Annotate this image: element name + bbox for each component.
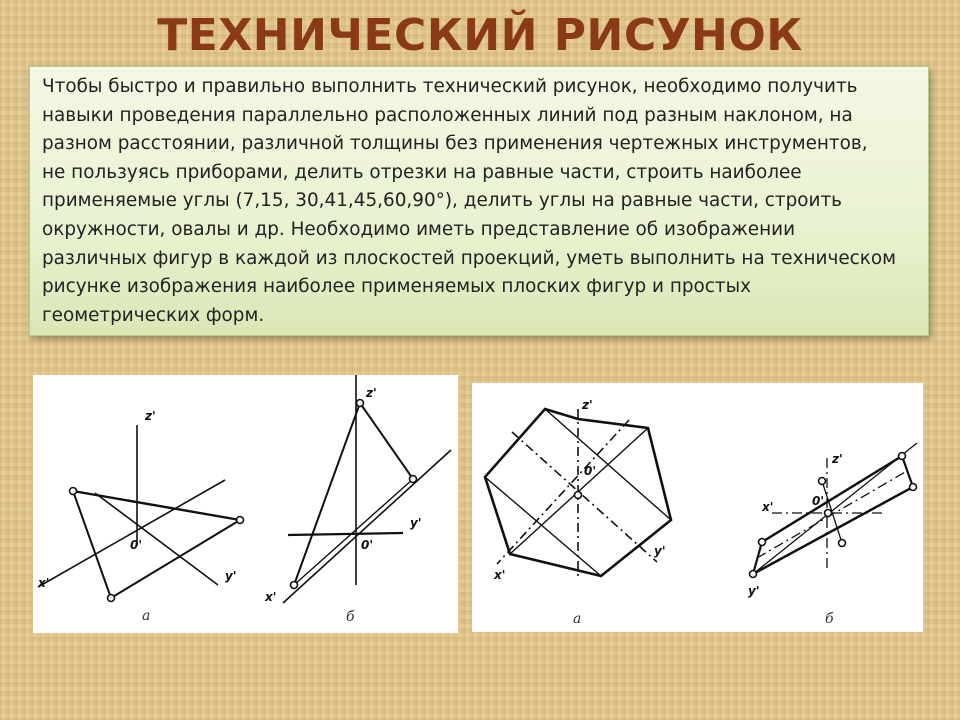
axis-x-line: [283, 450, 451, 603]
label-y: y': [225, 569, 237, 583]
vertex-point: [759, 539, 766, 546]
slide-title: ТЕХНИЧЕСКИЙ РИСУНОК: [157, 10, 803, 61]
vertex-point: [291, 582, 298, 589]
triangle-edge: [73, 491, 240, 520]
paragraph-line: разном расстоянии, различной толщины без применения чертежных инструментов,: [42, 133, 868, 155]
figure-right-panel: [472, 383, 923, 632]
label-y: y': [748, 584, 760, 598]
paragraph-line: окружности, овалы и др. Необходимо иметь представление об изображении: [42, 218, 796, 240]
label-x: x': [38, 576, 50, 590]
label-x: x': [762, 500, 774, 514]
caption-a: а: [573, 611, 582, 627]
paragraph-line: Чтобы быстро и правильно выполнить технический рисунок, необходимо получить: [42, 76, 858, 97]
axis-x-line: [38, 480, 225, 587]
caption-b: б: [825, 611, 834, 627]
center-point: [575, 492, 582, 499]
label-origin: 0': [812, 494, 825, 508]
label-x: x': [265, 590, 277, 604]
paragraph-line: рисунке изображения наиболее применяемых плоских фигур и простых: [42, 276, 752, 298]
vertex-point: [237, 517, 244, 524]
label-z: z': [582, 398, 593, 412]
triangle-edge: [360, 403, 413, 479]
axis-y-line: [512, 432, 657, 562]
paragraph-line: геометрических форм.: [42, 304, 265, 326]
caption-b: б: [346, 609, 355, 625]
figure-left-panel: [33, 375, 458, 633]
axis-y-line: [288, 533, 403, 535]
paragraph-line: навыки проведения параллельно расположенных линий под разным наклоном, на: [42, 104, 853, 126]
caption-a: а: [142, 608, 151, 624]
parallelogram-edge: [762, 456, 902, 542]
vertex-point: [839, 540, 846, 547]
triangle-edge: [111, 520, 240, 598]
vertex-point: [70, 488, 77, 495]
parallelogram-edge: [753, 487, 913, 574]
label-y: y': [654, 544, 666, 558]
triangle-edge: [73, 491, 111, 598]
vertex-point: [357, 400, 364, 407]
vertex-point: [910, 484, 917, 491]
label-z: z': [832, 452, 843, 466]
label-z: z': [145, 409, 156, 423]
center-point: [825, 510, 832, 517]
vertex-point: [410, 476, 417, 483]
paragraph-line: не пользуясь приборами, делить отрезки на равные части, строить наиболее: [42, 161, 802, 183]
label-y: y': [410, 516, 422, 530]
figure-left-drawing: [33, 375, 458, 633]
vertex-point: [899, 453, 906, 460]
vertex-point: [819, 478, 826, 485]
label-z: z': [366, 386, 377, 400]
paragraph-line: применяемые углы (7,15, 30,41,45,60,90°), делить углы на равные части, строить: [42, 190, 843, 212]
vertex-point: [108, 595, 115, 602]
figure-right-drawing: [472, 383, 923, 632]
label-origin: 0': [130, 538, 143, 552]
label-x: x': [494, 568, 506, 582]
description-textbox: [29, 66, 929, 336]
label-origin: 0': [361, 538, 374, 552]
paragraph-line: различных фигур в каждой из плоскостей проекций, уметь выполнить на техническом: [42, 247, 896, 269]
vertex-point: [750, 571, 757, 578]
triangle-edge: [294, 403, 360, 585]
label-origin: 0': [584, 464, 597, 478]
triangle-edge: [294, 479, 413, 585]
